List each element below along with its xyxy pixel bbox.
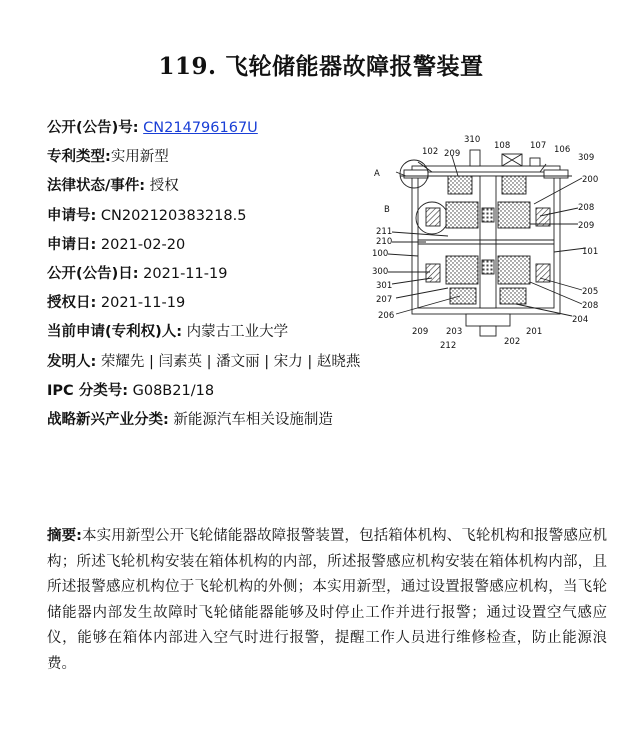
grant-date-row: [47, 289, 377, 318]
label-202: 202: [504, 337, 521, 347]
patent-drawing: [370, 132, 606, 354]
inventor-label: 发明人:: [47, 353, 97, 370]
label-209a: 209: [444, 149, 461, 159]
coil-upper-left: [446, 202, 478, 228]
patent-metadata: [47, 114, 377, 435]
status-label: 法律状态/事件:: [47, 178, 146, 195]
label-106: 106: [554, 145, 571, 155]
label-211: 211: [376, 227, 393, 237]
label-301: 301: [376, 281, 393, 291]
app-no-row: [47, 202, 377, 231]
label-210: 210: [376, 237, 393, 247]
coil-lower-left: [446, 256, 478, 284]
inventor-row: [47, 348, 377, 377]
label-300: 300: [372, 267, 389, 277]
industry-value: 新能源汽车相关设施制造: [173, 412, 333, 429]
inventor-value: 荣耀先 | 闫素英 | 潘文丽 | 宋力 | 赵晓燕: [100, 353, 361, 370]
industry-row: [47, 406, 377, 435]
applicant-row: [47, 318, 377, 347]
ipc-row: [47, 377, 377, 406]
applicant-value: 内蒙古工业大学: [186, 324, 289, 341]
label-310: 310: [464, 135, 481, 145]
type-value: 实用新型: [110, 149, 169, 166]
label-a: A: [374, 169, 380, 179]
grant-date-label: 授权日:: [47, 295, 97, 312]
abstract: [47, 524, 607, 678]
label-208b: 208: [582, 301, 599, 311]
label-207: 207: [376, 295, 393, 305]
pub-date-value: 2021-11-19: [143, 266, 228, 283]
type-row: [47, 143, 377, 172]
pub-no-link[interactable]: CN214796167U: [143, 120, 258, 136]
label-b: B: [384, 205, 390, 215]
app-no-label: 申请号:: [47, 207, 97, 224]
ipc-value: G08B21/18: [132, 382, 215, 399]
abstract-label: 摘要:: [47, 528, 82, 544]
pub-date-row: [47, 260, 377, 289]
page-title: 119. 飞轮储能器故障报警装置: [158, 53, 484, 80]
app-no-value: CN202120383218.5: [100, 207, 247, 224]
label-208a: 208: [578, 203, 595, 213]
label-108: 108: [494, 141, 511, 151]
label-212: 212: [440, 341, 457, 351]
label-100: 100: [372, 249, 389, 259]
label-205: 205: [582, 287, 599, 297]
label-107: 107: [530, 141, 547, 151]
label-102: 102: [422, 147, 439, 157]
status-row: [47, 172, 377, 201]
pub-date-label: 公开(公告)日:: [47, 266, 139, 283]
label-101: 101: [582, 247, 599, 257]
status-value: 授权: [149, 178, 179, 195]
label-204: 204: [572, 315, 589, 325]
coil-upper-right: [498, 202, 530, 228]
pub-no-label: 公开(公告)号:: [47, 120, 139, 136]
label-206: 206: [378, 311, 395, 321]
ipc-label: IPC 分类号:: [47, 382, 129, 399]
label-209b: 209: [578, 221, 595, 231]
app-date-value: 2021-02-20: [100, 236, 186, 253]
grant-date-value: 2021-11-19: [100, 295, 186, 312]
app-date-label: 申请日:: [47, 236, 97, 253]
pub-no-row: [47, 114, 377, 143]
valve-310: [470, 150, 480, 166]
label-203: 203: [446, 327, 463, 337]
label-201: 201: [526, 327, 543, 337]
label-309: 309: [578, 153, 595, 163]
coil-lower-right: [498, 256, 530, 284]
shaft: [480, 176, 496, 308]
type-label: 专利类型:: [47, 149, 111, 166]
label-209c: 209: [412, 327, 429, 337]
abstract-text: 本实用新型公开飞轮储能器故障报警装置，包括箱体机构、飞轮机构和报警感应机构；所述飞轮机构安装在箱体机构的内部，所述报警感应机构安装在箱体机构内部，且所述报警感应机构位于飞轮机构的外侧；本实用新型，通过设置报警感应机构，当飞轮储能器内部发生故障时飞轮储能器能够及时停止工作并进行报警；通过设置空气感应仪，能够在箱体内部进入空气时进行报警，提醒工作人员进行维修检查，防止能源浪费。: [47, 528, 607, 672]
applicant-label: 当前申请(专利权)人:: [47, 324, 183, 341]
app-date-row: [47, 231, 377, 260]
industry-label: 战略新兴产业分类:: [47, 412, 169, 429]
label-200: 200: [582, 175, 599, 185]
